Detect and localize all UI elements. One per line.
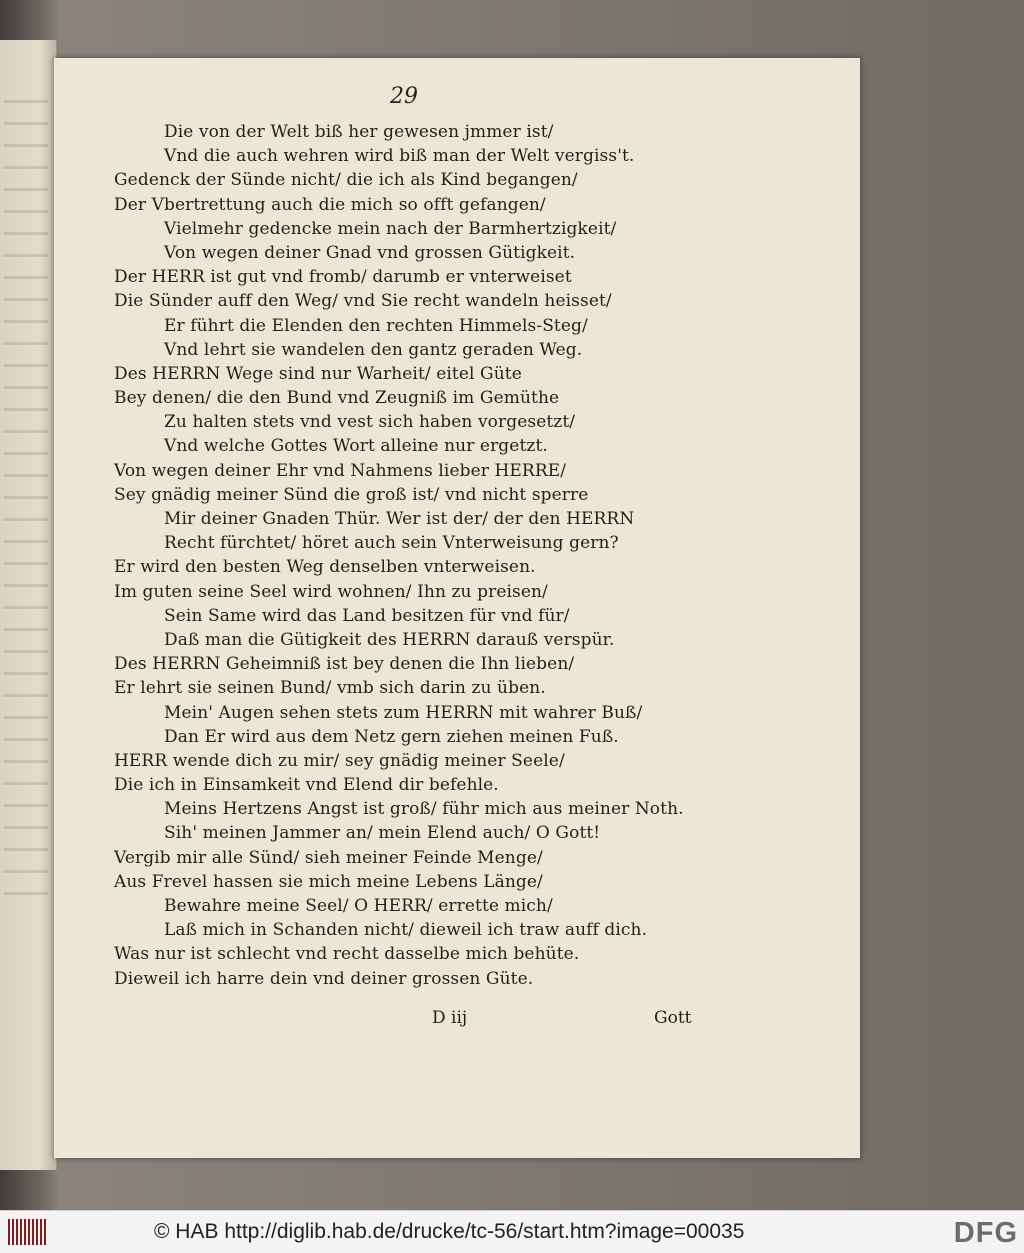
text-line: Bey denen/ die den Bund vnd Zeugniß im Gemüthe [114, 388, 560, 409]
hab-barcode-icon [8, 1219, 46, 1245]
signature-mark: D iij [432, 1008, 468, 1028]
text-line: Mir deiner Gnaden Thür. Wer ist der/ der den HERRN [164, 509, 635, 529]
text-line: Vielmehr gedencke mein nach der Barmhertzigkeit/ [164, 218, 617, 239]
text-line: Vnd die auch wehren wird biß man der Welt vergiss't. [164, 146, 635, 167]
text-line: Sein Same wird das Land besitzen für vnd für/ [164, 605, 570, 626]
text-line: Vnd welche Gottes Wort alleine nur ergetzt. [164, 436, 548, 457]
text-line: Vnd lehrt sie wandelen den gantz geraden Weg. [164, 339, 583, 360]
text-line: Was nur ist schlecht vnd recht dasselbe mich behüte. [114, 944, 580, 965]
facing-page-edge [0, 40, 57, 1170]
text-line: Er wird den besten Weg denselben vnterweisen. [114, 557, 536, 578]
poem-text [54, 120, 860, 991]
text-line: Die ich in Einsamkeit vnd Elend dir befehle. [114, 775, 499, 796]
text-line: Er führt die Elenden den rechten Himmels-Steg/ [164, 315, 588, 336]
text-line: Mein' Augen sehen stets zum HERRN mit wahrer Buß/ [164, 702, 643, 723]
dfg-logo: DFG [953, 1217, 1018, 1249]
text-line: Im guten seine Seel wird wohnen/ Ihn zu preisen/ [114, 581, 548, 602]
text-line: Von wegen deiner Gnad vnd grossen Gütigkeit. [164, 242, 576, 263]
text-line: Sey gnädig meiner Sünd die groß ist/ vnd nicht sperre [114, 484, 589, 505]
text-line: Daß man die Gütigkeit des HERRN darauß verspür. [164, 629, 615, 650]
text-line: Vergib mir alle Sünd/ sieh meiner Feinde Menge/ [114, 847, 543, 868]
page-number: 29 [390, 84, 418, 109]
text-line: Laß mich in Schanden nicht/ dieweil ich traw auff dich. [164, 920, 648, 941]
text-line: Der Vbertrettung auch die mich so offt gefangen/ [114, 194, 546, 215]
text-line: Des HERRN Geheimniß ist bey denen die Ihn lieben/ [114, 654, 575, 675]
text-line: Von wegen deiner Ehr vnd Nahmens lieber HERRE/ [114, 460, 567, 481]
text-line: Sih' meinen Jammer an/ mein Elend auch/ O Gott! [164, 823, 601, 844]
text-line: HERR wende dich zu mir/ sey gnädig meiner Seele/ [114, 750, 565, 771]
text-line: Die von der Welt biß her gewesen jmmer ist/ [164, 122, 554, 142]
footer-bar [0, 1210, 1024, 1253]
catchword: Gott [654, 1008, 692, 1028]
book-page [54, 58, 860, 1158]
text-line: Recht fürchtet/ höret auch sein Vnterweisung gern? [164, 533, 619, 554]
text-line: Die Sünder auff den Weg/ vnd Sie recht wandeln heisset/ [114, 291, 612, 312]
text-line: Des HERRN Wege sind nur Warheit/ eitel Güte [114, 363, 522, 384]
facing-page-text-ghost [4, 100, 48, 900]
copyright-link[interactable]: © HAB http://diglib.hab.de/drucke/tc-56/start.htm?image=00035 [154, 1220, 745, 1243]
text-line: Bewahre meine Seel/ O HERR/ errette mich/ [164, 896, 553, 916]
text-line: Er lehrt sie seinen Bund/ vmb sich darin zu üben. [114, 678, 546, 699]
text-line: Zu halten stets vnd vest sich haben vorgesetzt/ [164, 412, 576, 433]
text-line: Meins Hertzens Angst ist groß/ führ mich aus meiner Noth. [164, 799, 684, 820]
text-line: Dieweil ich harre dein vnd deiner grossen Güte. [114, 968, 534, 989]
text-line: Dan Er wird aus dem Netz gern ziehen meinen Fuß. [164, 726, 619, 747]
text-line: Der HERR ist gut vnd fromb/ darumb er vnterweiset [114, 267, 572, 288]
text-line: Gedenck der Sünde nicht/ die ich als Kind begangen/ [114, 170, 578, 191]
text-line: Aus Frevel hassen sie mich meine Lebens Länge/ [114, 871, 543, 892]
